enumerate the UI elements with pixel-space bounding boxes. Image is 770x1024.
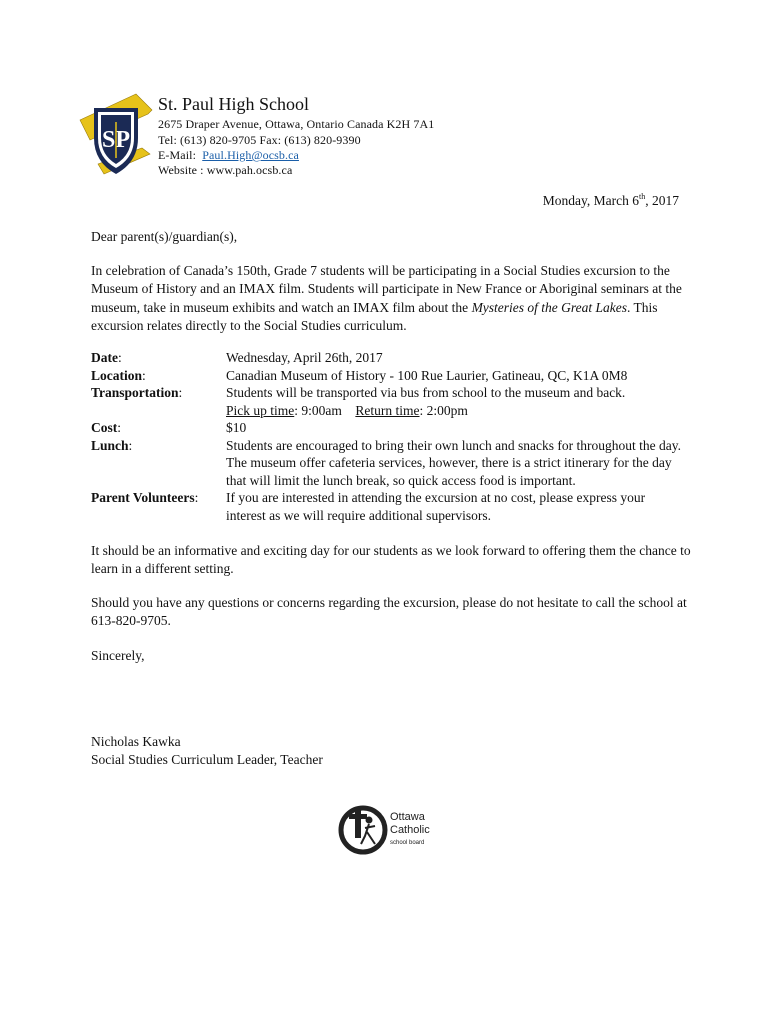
date-year: , 2017	[645, 193, 679, 208]
school-address: 2675 Draper Avenue, Ottawa, Ontario Canada K2H 7A1	[158, 117, 435, 131]
closing-paragraph-1: It should be an informative and exciting day for our students as we look forward to offering them the chance to learn in a different setting.	[91, 543, 691, 577]
letter-date	[543, 192, 679, 209]
date-value: Wednesday, April 26th, 2017	[226, 350, 383, 365]
cost-value: $10	[226, 420, 247, 435]
logo-line-1: Ottawa	[390, 811, 425, 823]
return-label: Return time	[355, 402, 420, 418]
date-suffix: th	[639, 192, 646, 201]
detail-row-lunch	[91, 437, 691, 490]
crest-letters: SP	[101, 127, 131, 153]
volunteers-label: Parent Volunteers:	[91, 490, 199, 505]
location-value: Canadian Museum of History - 100 Rue Laurier, Gatineau, QC, K1A 0M8	[226, 367, 628, 383]
detail-row-date	[91, 349, 691, 367]
email-label: E-Mail:	[158, 148, 203, 162]
closing-paragraph-2: Should you have any questions or concerns regarding the excursion, please do not hesitate to call the school at 613-820-9705.	[91, 595, 687, 629]
pickup-value: : 9:00am	[294, 402, 342, 418]
detail-row-cost	[91, 419, 691, 437]
cost-label: Cost:	[91, 420, 122, 435]
salutation: Dear parent(s)/guardian(s),	[91, 229, 238, 244]
school-website: Website : www.pah.ocsb.ca	[158, 163, 293, 177]
detail-row-volunteers	[91, 489, 691, 524]
lunch-label: Lunch:	[91, 437, 133, 453]
lunch-value: Students are encouraged to bring their own lunch and snacks for throughout the day. The museum offer cafeteria services, however, there is a strict itinerary for the day that will limit the lunch break, so quick access food is important.	[226, 437, 682, 488]
return-value: : 2:00pm	[419, 402, 468, 418]
location-label: Location:	[91, 367, 146, 383]
pickup-label: Pick up time	[226, 402, 295, 418]
film-title: Mysteries of the Great Lakes	[471, 299, 628, 315]
transportation-value: Students will be transported via bus from school to the museum and back.	[226, 385, 626, 400]
detail-row-location	[91, 367, 691, 385]
school-phone-fax: Tel: (613) 820-9705 Fax: (613) 820-9390	[158, 133, 361, 147]
email-link[interactable]: Paul.High@ocsb.ca	[202, 148, 299, 162]
date-prefix: Monday, March 6	[542, 193, 640, 208]
ottawa-catholic-board-logo	[335, 800, 440, 862]
transportation-label: Transportation:	[91, 385, 183, 400]
intro-paragraph	[91, 262, 691, 335]
intro-text-1: In celebration of Canada’s 150th, Grade 7 students will be participating in a Social Studies excursion to the Museum of History and an IMAX film. Students will participate in New France or Aboriginal seminars at the museum, take in museum exhibits and watch an IMAX film about the	[91, 263, 682, 315]
school-crest-logo	[78, 92, 154, 180]
logo-line-2: Catholic	[390, 824, 430, 836]
intro-text-2: . This excursion relates directly to the Social Studies curriculum.	[91, 299, 658, 333]
sign-off: Sincerely,	[91, 648, 145, 663]
school-name: St. Paul High School	[158, 94, 310, 114]
signer-title: Social Studies Curriculum Leader, Teacher	[91, 752, 323, 767]
excursion-details	[91, 349, 691, 524]
logo-line-3: school board	[390, 840, 425, 846]
signer-name: Nicholas Kawka	[91, 734, 181, 749]
pickup-return-times	[226, 402, 681, 420]
detail-row-transportation	[91, 384, 691, 419]
school-email-line	[158, 147, 299, 163]
date-label: Date:	[91, 350, 122, 365]
volunteers-value: If you are interested in attending the excursion at no cost, please express your interest as we will require additional supervisors.	[226, 490, 646, 523]
